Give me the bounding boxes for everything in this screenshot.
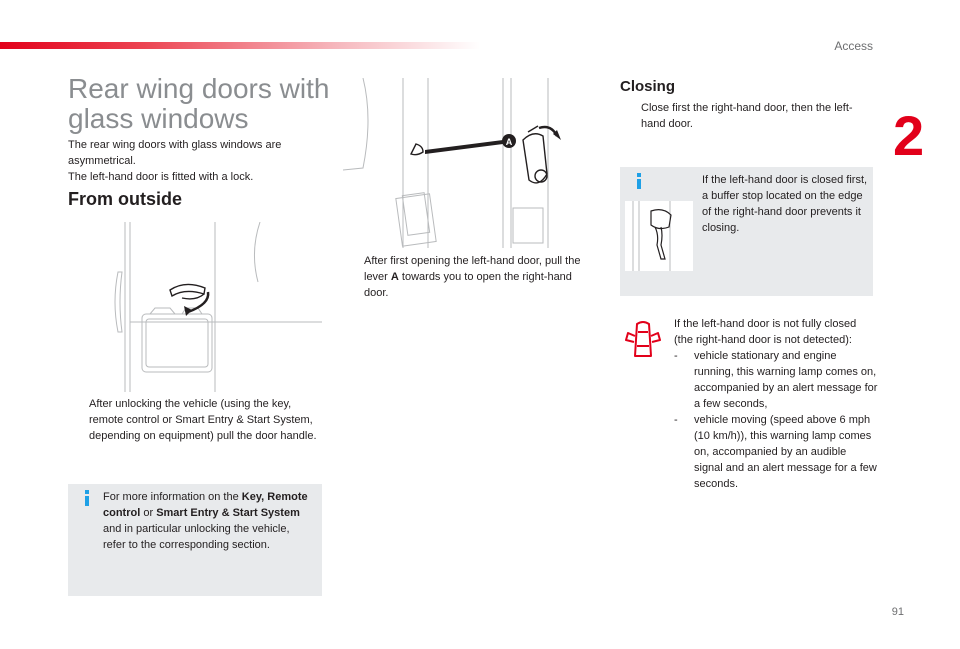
list-item-text: vehicle moving (speed above 6 mph (10 km/h)), this warning lamp comes on, accompanied by an audible signal and an alert message for a few seconds. [694,414,877,490]
buffer-stop-illustration [625,201,693,271]
middle-text-part: towards you to open the right-hand door. [364,271,572,299]
closing-bullet-text: Close first the right-hand door, then the left-hand door. [641,102,853,130]
door-open-warning-icon [625,320,661,360]
info-text-part: and in particular unlocking the vehicle, refer to the corresponding section. [103,523,290,551]
from-outside-bullet-text: After unlocking the vehicle (using the key, remote control or Smart Entry & Start System, depending on equipment) pull the door handle. [89,398,317,442]
list-item [674,412,878,492]
door-handle-illustration [100,222,322,392]
bullet-mark [68,396,89,444]
closing-bullet [620,100,856,132]
page-number: 91 [891,606,904,618]
middle-bullet [343,253,591,301]
header-accent-bar [0,42,480,49]
info-text-part: For more information on the [103,491,242,503]
info-bold-key-remote: Key, Remote control [103,491,308,519]
bullet-mark [343,253,364,301]
page-title: Rear wing doors with glass windows [68,73,330,134]
middle-bold-a: A [390,271,399,283]
warning-list [674,348,878,492]
list-item-text: vehicle stationary and engine running, this warning lamp comes on, accompanied by an alert message for a few seconds, [694,350,878,410]
info-icon [80,490,94,506]
middle-text-part: After first opening the left-hand door, pull the lever [364,255,581,283]
section-title: Access [834,39,873,53]
intro-line: The left-hand door is fitted with a lock. [68,171,254,183]
intro-text [68,137,318,185]
from-outside-bullet [68,396,324,444]
info-bold-smart-entry: Smart Entry & Start System [156,507,300,519]
callout-label-a: A [505,137,513,147]
list-dash: - [674,414,678,426]
closing-info-box [620,167,873,296]
closing-info-text: If the left-hand door is closed first, a buffer stop located on the edge of the right-hand door prevents it closing. [702,174,868,234]
middle-bullet-text [364,253,591,301]
intro-line: The rear wing doors with glass windows are asymmetrical. [68,139,282,167]
lever-illustration [343,78,583,248]
bullet-mark [620,100,641,132]
buffer-stop-image [625,201,693,271]
info-box [68,484,322,596]
info-text-part: or [140,507,157,519]
warning-intro: If the left-hand door is not fully closed (the right-hand door is not detected): [674,318,857,346]
list-item [674,348,878,412]
closing-heading: Closing [620,78,675,95]
info-icon [632,173,646,189]
list-dash: - [674,350,678,362]
from-outside-heading: From outside [68,189,183,209]
info-box-text [103,489,315,553]
chapter-number: 2 [893,104,925,167]
warning-text [674,316,878,492]
